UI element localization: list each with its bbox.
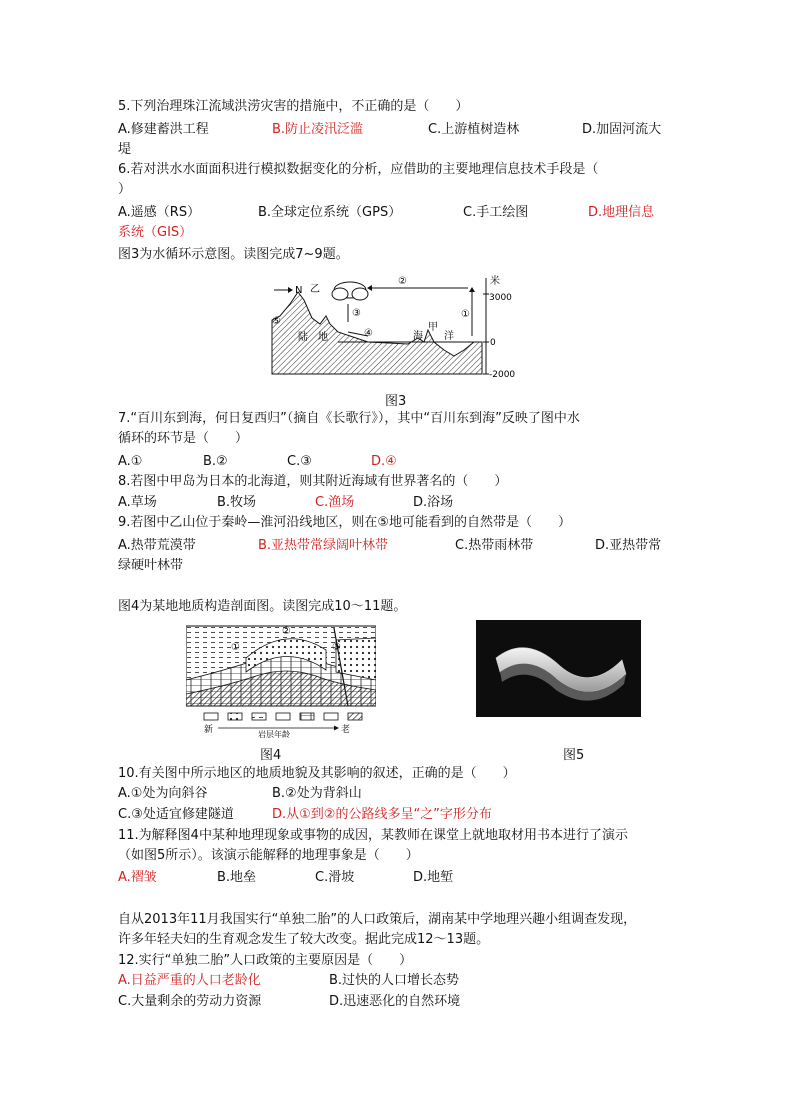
q12-option-b: B.过快的人口增长态势 [329,973,460,988]
fig3-label-yi: 乙 [310,284,320,295]
q7-option-d: D.④ [371,454,397,469]
fig3-circ3: ③ [352,308,361,319]
fig4-circ3: ③ [332,642,341,653]
fig3-circ4: ④ [364,328,373,339]
q10-stem: 10.有关图中所示地区的地质地貌及其影响的叙述，正确的是（ ） [118,766,516,781]
q8-stem: 8.若图中甲岛为日本的北海道，则其附近海域有世界著名的（ ） [118,474,508,489]
q8-option-c: C.渔场 [315,495,355,510]
folded-book-figure [476,620,641,717]
q5-option-a: A.修建蓄洪工程 [118,122,209,137]
q5-stem: 5.下列治理珠江流域洪涝灾害的措施中，不正确的是（ ） [118,99,469,114]
fig4-circ2: ② [282,626,291,637]
q10-option-d: D.从①到②的公路线多呈“之”字形分布 [272,807,492,822]
q9-option-b: B.亚热带常绿阔叶林带 [258,538,389,553]
q11-option-a: A.褶皱 [118,870,157,885]
q6-option-a: A.遥感（RS） [118,205,201,220]
q9-option-a: A.热带荒漠带 [118,538,196,553]
q5-option-d-cont: 堤 [118,142,132,157]
fig3-caption: 图3 [385,394,407,409]
fig3-circ1: ① [461,309,470,320]
q9-stem: 9.若图中乙山位于秦岭—淮河沿线地区，则在⑤地可能看到的自然带是（ ） [118,515,572,530]
intro12-line2: 许多年轻夫妇的生育观念发生了较大改变。据此完成12～13题。 [118,932,490,947]
q6-option-c: C.手工绘图 [463,205,529,220]
q11-option-b: B.地垒 [217,870,257,885]
geologic-section-figure [186,620,376,738]
q6-stem-cont: ） [118,182,132,197]
fig3-y-zero: 0 [490,338,496,348]
fig3-label-sea2: 洋 [444,331,454,342]
fig4-new: 新 [204,725,214,735]
q7-stem: 7.“百川东到海，何日复西归”（摘自《长歌行》），其中“百川东到海”反映了图中水 [118,411,580,426]
q11-option-d: D.地堑 [413,870,454,885]
fig3-circ2: ② [398,276,407,287]
intro12-line1: 自从2013年11月我国实行“单独二胎”的人口政策后，湖南某中学地理兴趣小组调查发现， [118,912,637,927]
fig4-intro: 图4为某地地质构造剖面图。读图完成10～11题。 [118,599,407,614]
q5-option-c: C.上游植树造林 [428,122,520,137]
q8-option-d: D.浴场 [413,495,454,510]
q11-stem: 11.为解释图4中某种地理现象或事物的成因，某教师在课堂上就地取材用书本进行了演示 [118,828,628,843]
q11-option-c: C.滑坡 [315,870,355,885]
fig3-unit: 米 [490,276,500,287]
q12-option-c: C.大量剩余的劳动力资源 [118,994,262,1009]
q10-option-a: A.①处为向斜谷 [118,786,208,801]
q8-option-b: B.牧场 [217,495,257,510]
q6-stem: 6.若对洪水水面面积进行模拟数据变化的分析，应借助的主要地理信息技术手段是（ [118,162,599,177]
q5-option-b: B.防止凌汛泛滥 [272,122,364,137]
fig3-label-sea1: 海 [413,331,423,342]
q7-option-b: B.② [203,454,228,469]
fig4-old: 老 [341,725,351,735]
q7-stem-cont: 循环的环节是（ ） [118,431,249,446]
q9-option-d: D.亚热带常 [595,538,662,553]
water-cycle-figure [268,270,524,385]
q6-option-b: B.全球定位系统（GPS） [258,205,402,220]
fig4-caption: 图4 [260,748,282,763]
q10-option-c: C.③处适宜修建隧道 [118,807,234,822]
q10-option-b: B.②处为背斜山 [272,786,362,801]
fig5-caption: 图5 [563,748,585,763]
fig3-label-jia: 甲 [428,322,438,333]
q9-option-c: C.热带雨林带 [455,538,534,553]
fig3-label-n: N [295,285,303,296]
fig4-age: 岩层年龄 [258,730,290,738]
q6-option-d-cont: 系统（GIS） [118,225,193,240]
q9-option-d-cont: 绿硬叶林带 [118,558,184,573]
q11-stem-cont: （如图5所示）。该演示能解释的地理事象是（ ） [118,848,419,863]
fig4-circ1: ① [231,642,240,653]
fig3-circ5: ⑤ [272,316,281,327]
fig3-y-top: 3000 [489,293,512,303]
q12-stem: 12.实行“单独二胎”人口政策的主要原因是（ ） [118,953,413,968]
fig3-y-bottom: -2000 [489,370,516,380]
q6-option-d: D.地理信息 [588,205,655,220]
q7-option-c: C.③ [287,454,312,469]
fig3-label-land: 陆 地 [298,332,328,343]
q7-option-a: A.① [118,454,143,469]
q12-option-a: A.日益严重的人口老龄化 [118,973,261,988]
fig3-intro: 图3为水循环示意图。读图完成7~9题。 [118,247,349,262]
q5-option-d: D.加固河流大 [582,122,662,137]
q12-option-d: D.迅速恶化的自然环境 [329,994,461,1009]
q8-option-a: A.草场 [118,495,157,510]
